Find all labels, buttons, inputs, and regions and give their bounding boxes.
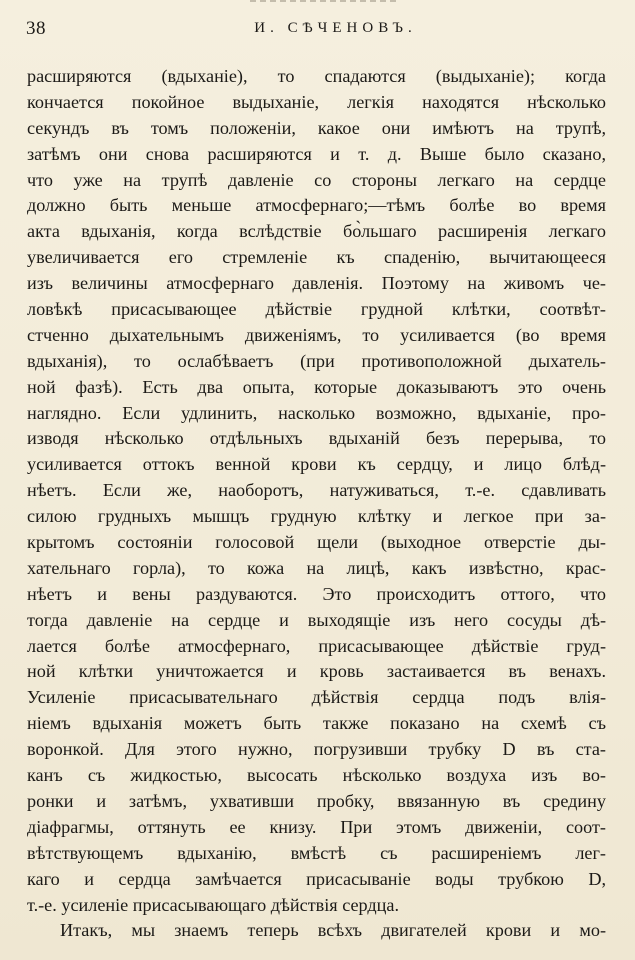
text-line: каго и сердца замѣчается присасываніе воды трубкою D,: [27, 868, 606, 889]
running-head: И. СѢЧЕНОВЪ.: [254, 20, 417, 36]
text-line: акта вдыханія, когда вслѣдствіе бо̀льшаго расширенія легкаго: [27, 221, 606, 242]
text-line: ной клѣтки уничтожается и кровь застаивается въ венахъ.: [27, 661, 606, 682]
page-number: 38: [26, 18, 46, 39]
text-line: вѣтствующемъ вдыханію, вмѣстѣ съ расширеніемъ лег-: [27, 842, 606, 863]
text-line: канъ съ жидкостью, высосать нѣсколько воздуха изъ во-: [27, 765, 606, 786]
text-line: хательнаго горла), то кожа на лицѣ, какъ извѣстно, крас-: [27, 557, 606, 578]
text-line: что уже на трупѣ давленіе со стороны легкаго на сердце: [27, 169, 606, 190]
paragraph-end-line: т.-е. усиленіе присасывающаго дѣйствія сердца.: [27, 894, 400, 915]
body-text: [27, 64, 606, 944]
text-line: кончается покойное выдыханіе, легкія находятся нѣсколько: [27, 91, 606, 112]
text-line: изводя нѣсколько отдѣльныхъ вдыханій безъ перерыва, то: [27, 428, 606, 449]
text-line: ніемъ вдыханія можетъ быть также показано на схемѣ съ: [27, 713, 606, 734]
text-line: діафрагмы, оттянуть ее книзу. При этомъ движеніи, соот-: [27, 816, 606, 837]
text-line: силою грудныхъ мышцъ грудную клѣтку и легкое при за-: [27, 506, 606, 527]
text-line: наглядно. Если удлинить, насколько возможно, вдыханіе, про-: [27, 402, 606, 423]
text-line: крытомъ состояніи голосовой щели (выходное отверстіе ды-: [27, 532, 606, 553]
text-line: затѣмъ они снова расширяются и т. д. Выше было сказано,: [27, 143, 606, 164]
text-line: расширяются (вдыханіе), то спадаются (выдыханіе); когда: [27, 66, 606, 86]
text-line: тогда давленіе на сердце и выходящіе изъ него сосуды дѣ-: [27, 609, 606, 630]
text-line: нѣетъ. Если же, наоборотъ, натуживаться, т.-е. сдавливать: [27, 480, 606, 501]
text-line: изъ величины атмосфернаго давленія. Поэтому на живомъ че-: [27, 273, 606, 294]
text-line: усиливается оттокъ венной крови къ сердцу, и лицо блѣд-: [27, 454, 606, 475]
text-line: увеличивается его стремленіе къ спаденію, вычитающееся: [27, 247, 606, 268]
text-line: стченно дыхательнымъ движеніямъ, то усиливается (во время: [27, 324, 606, 345]
text-line: ной фазѣ). Есть два опыта, которые доказываютъ это очень: [27, 376, 606, 397]
text-line: ловѣкѣ присасывающее дѣйствіе грудной клѣтки, соотвѣт-: [27, 299, 606, 320]
text-line: нѣетъ и вены раздуваются. Это происходитъ оттого, что: [27, 583, 606, 604]
page-header: [26, 18, 605, 44]
text-line: лается болѣе атмосфернаго, присасывающее дѣйствіе груд-: [27, 635, 606, 656]
text-line: секундъ въ томъ положеніи, какое они имѣютъ на трупѣ,: [27, 117, 606, 138]
text-line: вдыханія), то ослабѣваетъ (при противоположной дыхатель-: [27, 350, 606, 371]
text-line: ронки и затѣмъ, ухвативши пробку, ввязанную въ средину: [27, 790, 606, 811]
text-line: Усиленіе присасывательнаго дѣйствія сердца подъ влія-: [27, 687, 606, 708]
top-edge-ornament: [250, 0, 400, 2]
text-line: воронкой. Для этого нужно, погрузивши трубку D въ ста-: [27, 739, 606, 760]
text-line: должно быть меньше атмосфернаго;—тѣмъ болѣе во время: [27, 195, 606, 216]
paragraph-start-line: Итакъ, мы знаемъ теперь всѣхъ двигателей крови и мо-: [60, 920, 606, 941]
